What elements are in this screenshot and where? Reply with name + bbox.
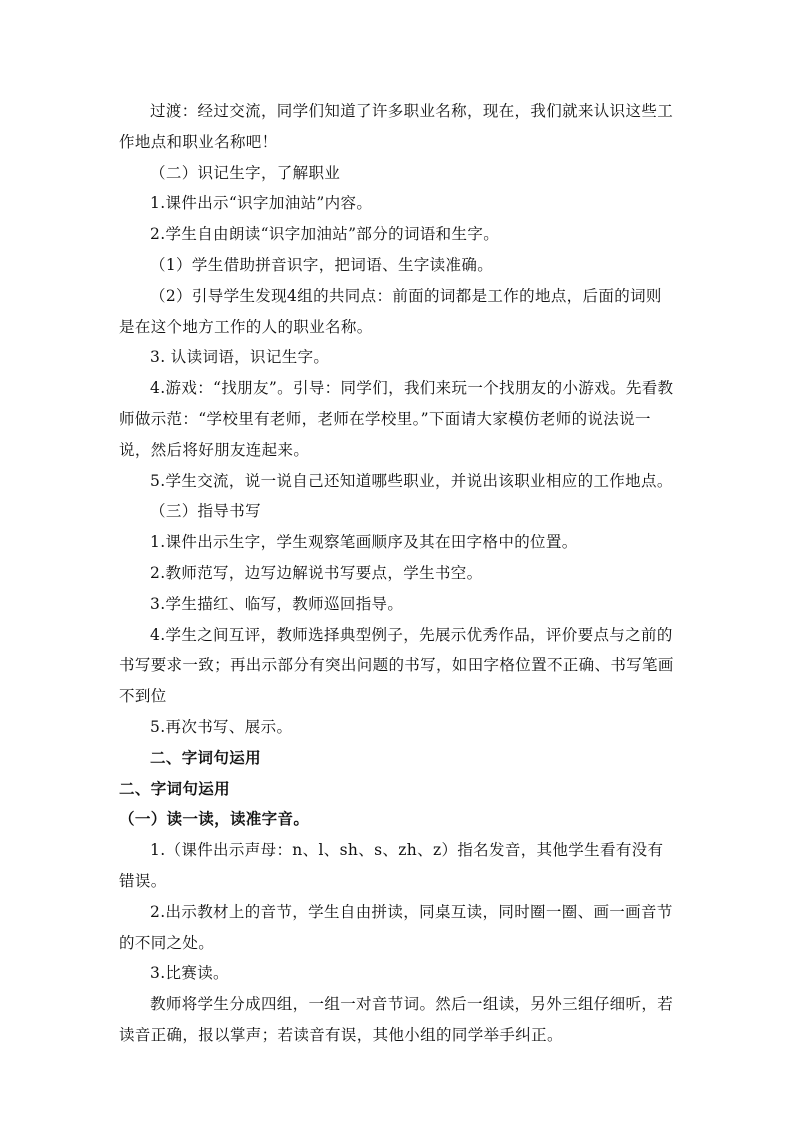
paragraph-transition: 过渡：经过交流，同学们知道了许多职业名称，现在，我们就来认识这些工作地点和职业名称吧！ (119, 102, 674, 151)
paragraph-item: 5.学生交流，说一说自己还知道哪些职业，并说出该职业相应的工作地点。 (150, 471, 673, 490)
paragraph-item: 5.再次书写、展示。 (150, 717, 293, 736)
paragraph-item: 1.课件出示“识字加油站”内容。 (150, 194, 373, 213)
paragraph-item: 教师将学生分成四组，一组一对音节词。然后一组读，另外三组仔细听，若读音正确，报以掌声；若读音有误，其他小组的同学举手纠正。 (119, 995, 674, 1044)
paragraph-item: 1.课件出示生字，学生观察笔画顺序及其在田字格中的位置。 (150, 533, 578, 552)
paragraph-item: 1.（课件出示声母：n、l、sh、s、zh、z）指名发音，其他学生看有没有错误。 (119, 841, 664, 890)
subsection-title-bold: （一）读一读，读准字音。 (119, 809, 310, 829)
paragraph-subitem: （2）引导学生发现4组的共同点：前面的词都是工作的地点，后面的词则是在这个地方工作的人的职业名称。 (119, 286, 662, 336)
section-heading-3: （三）指导书写 (150, 502, 261, 521)
paragraph-item: 2.出示教材上的音节，学生自由拼读，同桌互读，同时圈一圈、画一画音节的不同之处。 (119, 902, 673, 952)
section-title-bold: 二、字词句运用 (119, 778, 230, 798)
paragraph-item: 3. 认读词语，识记生字。 (150, 348, 330, 367)
section-heading-2: （二）识记生字，了解职业 (150, 163, 341, 182)
paragraph-item: 4.学生之间互评，教师选择典型例子，先展示优秀作品，评价要点与之前的书写要求一致；再出示部分有突出问题的书写，如田字格位置不正确、书写笔画不到位 (119, 625, 674, 706)
paragraph-item: 3.比赛读。 (150, 964, 229, 983)
paragraph-item: 2.教师范写，边写边解说书写要点，学生书空。 (150, 563, 483, 582)
section-title-bold: 二、字词句运用 (150, 747, 261, 767)
paragraph-item: 3.学生描红、临写，教师巡回指导。 (150, 594, 404, 613)
document-body (119, 96, 675, 1051)
paragraph-item: 4.游戏：“找朋友”。引导：同学们，我们来玩一个找朋友的小游戏。先看教师做示范：“学校里有老师，老师在学校里。”下面请大家模仿老师的说法说一说，然后将好朋友连起来。 (119, 379, 674, 459)
paragraph-subitem: （1）学生借助拼音识字，把词语、生字读准确。 (150, 255, 494, 274)
paragraph-item: 2.学生自由朗读“识字加油站”部分的词语和生字。 (150, 225, 500, 244)
